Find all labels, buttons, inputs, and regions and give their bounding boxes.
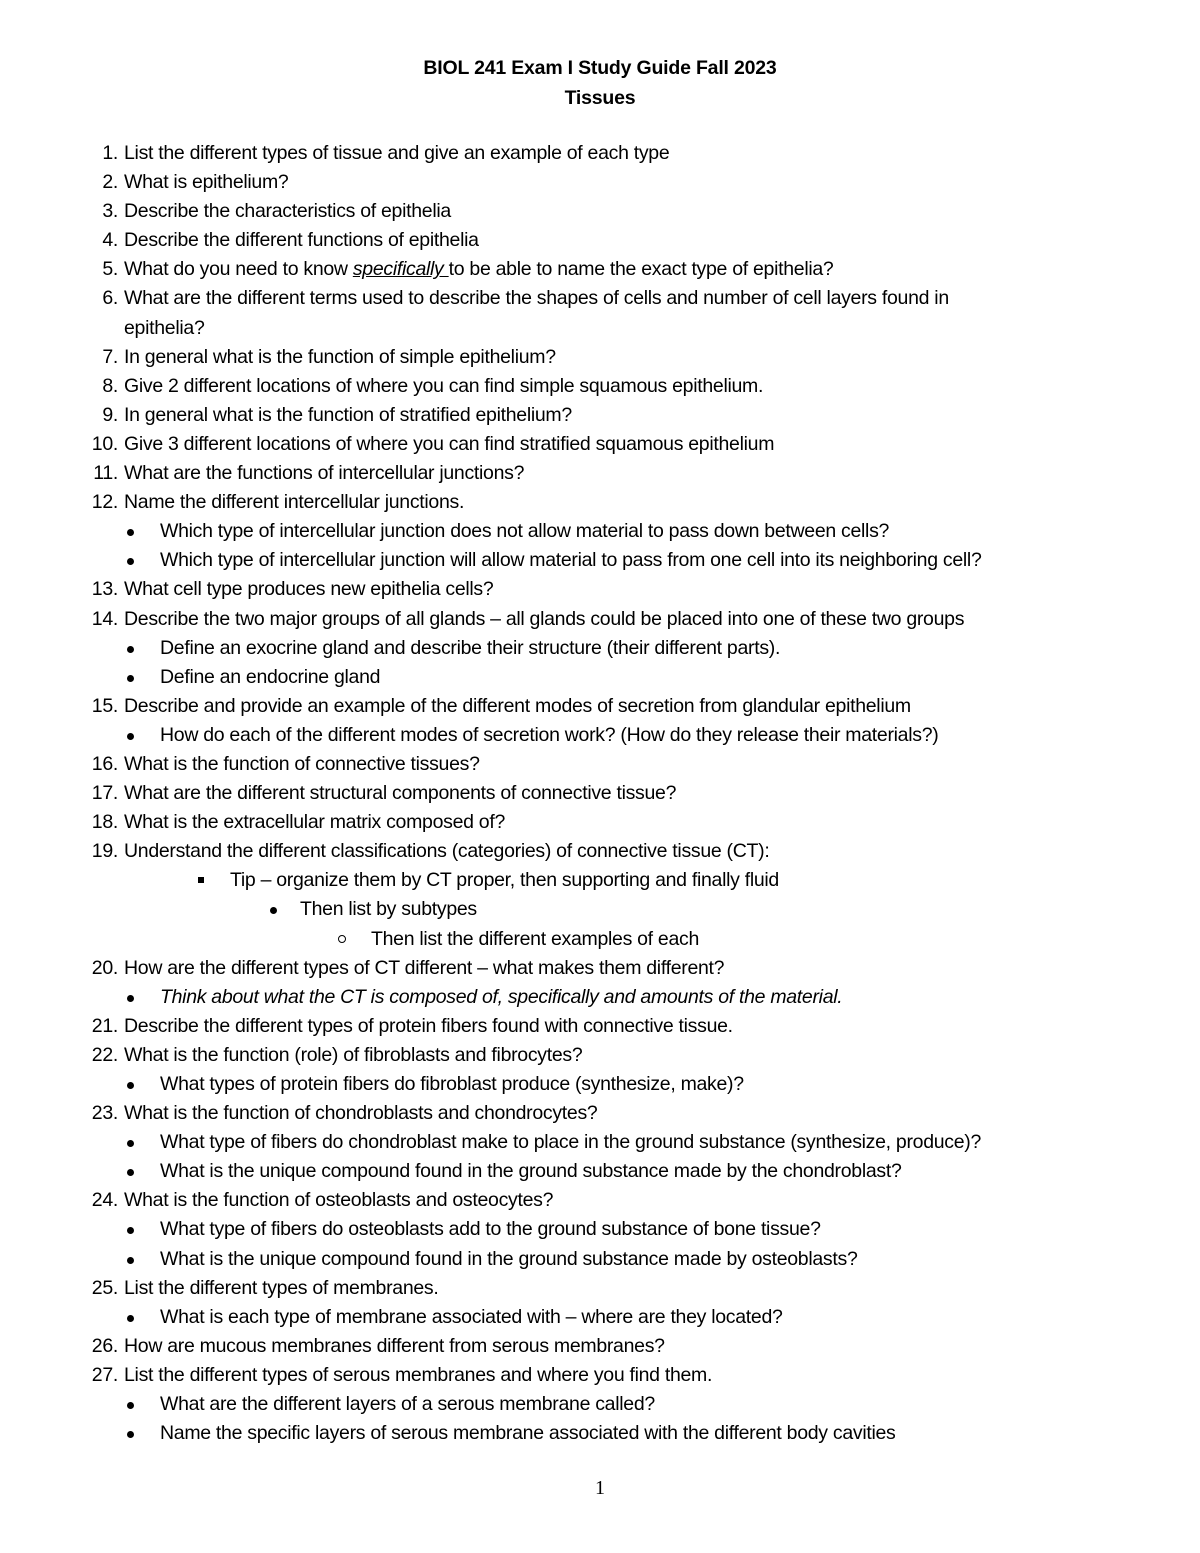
question-text [124,255,833,284]
question-text: What are the different structural components of connective tissue? [124,782,677,805]
question-number: 24. [91,1189,118,1212]
question-number: 6. [102,287,118,310]
question-item [0,605,1200,634]
sub-item [0,663,1200,692]
question-text: Describe and provide an example of the different modes of secretion from glandular epithelium [124,694,911,717]
sub-item-text: Then list the different examples of each [371,927,700,950]
question-item [0,1186,1200,1215]
question-number: 11. [93,462,118,485]
sub-item [0,634,1200,663]
question-item [0,401,1200,430]
question-text: What is the function (role) of fibroblasts and fibrocytes? [124,1043,583,1066]
sub-item-text: Then list by subtypes [300,898,477,921]
question-number: 21. [91,1014,118,1037]
question-text: Name the different intercellular junctions. [124,491,465,514]
sub-item-text: What is the unique compound found in the ground substance made by the chondroblast? [160,1160,902,1183]
question-item [0,1041,1200,1070]
question-text: What is the function of osteoblasts and osteocytes? [124,1189,554,1212]
question-number: 25. [91,1276,118,1299]
bullet-icon [127,646,134,653]
bullet-icon [127,1169,134,1176]
question-number: 17. [91,782,118,805]
question-item [0,168,1200,197]
question-item [0,779,1200,808]
page-number: 1 [595,1477,605,1499]
question-text: How are the different types of CT different – what makes them different? [124,956,725,979]
question-text: Understand the different classifications (categories) of connective tissue (CT): [124,840,770,863]
question-text: What is the extracellular matrix composed of? [124,811,505,834]
sub-item [0,1157,1200,1186]
question-number: 14. [91,607,118,630]
question-text: Describe the different types of protein fibers found with connective tissue. [124,1014,733,1037]
document-subtitle: Tissues [564,87,636,109]
bullet-icon [127,1315,134,1322]
bullet-icon [127,1402,134,1409]
sub-item-text: Define an exocrine gland and describe their structure (their different parts). [160,636,781,659]
question-item [0,197,1200,226]
question-item [0,1012,1200,1041]
sub-item [0,866,1200,895]
question-number: 3. [102,200,118,223]
question-text: Give 2 different locations of where you can find simple squamous epithelium. [124,374,764,397]
question-text: What is the function of connective tissues? [124,752,480,775]
bullet-icon [127,1140,134,1147]
sub-item [0,721,1200,750]
bullet-icon [127,558,134,565]
question-text: Describe the different functions of epithelia [124,229,479,252]
question-list [0,139,1200,1448]
question-item [0,459,1200,488]
question-item [0,1361,1200,1390]
sub-item [0,1245,1200,1274]
question-text: List the different types of tissue and give an example of each type [124,142,670,164]
question-text: What is epithelium? [124,171,289,194]
question-number: 23. [91,1102,118,1125]
question-text-part: to be able to name the exact type of epithelia? [448,258,834,281]
question-number: 20. [91,956,118,979]
document-title: BIOL 241 Exam I Study Guide Fall 2023 [423,57,777,79]
question-text: List the different types of membranes. [124,1276,439,1299]
question-item [0,372,1200,401]
question-number: 9. [102,403,118,426]
question-text: How are mucous membranes different from serous membranes? [124,1334,665,1357]
question-number: 5. [102,258,118,281]
question-number: 27. [91,1363,118,1386]
question-text: epithelia? [124,316,205,339]
sub-item [0,546,1200,575]
square-bullet-icon [198,877,204,883]
bullet-icon [127,733,134,740]
question-number: 15. [91,694,118,717]
sub-item [0,925,1200,954]
sub-item-text: How do each of the different modes of secretion work? (How do they release their materials?) [160,723,939,746]
emphasized-word: specifically [352,258,449,281]
question-text: What are the functions of intercellular junctions? [124,462,525,485]
bullet-icon [270,907,277,914]
bullet-icon [127,1227,134,1234]
bullet-icon [127,529,134,536]
question-item [0,255,1200,284]
sub-item [0,1419,1200,1448]
question-number: 13. [91,578,118,601]
question-item [0,837,1200,866]
question-item [0,808,1200,837]
question-item [0,1274,1200,1303]
sub-item-text: What is the unique compound found in the ground substance made by osteoblasts? [160,1247,858,1270]
sub-item-text: What are the different layers of a serous membrane called? [160,1393,655,1416]
bullet-icon [127,995,134,1002]
sub-item-text: What is each type of membrane associated with – where are they located? [160,1305,783,1328]
circle-bullet-icon [338,935,346,943]
question-item [0,750,1200,779]
question-item [0,954,1200,983]
sub-item [0,1303,1200,1332]
question-item [0,575,1200,604]
question-text: What are the different terms used to describe the shapes of cells and number of cell layers found in [124,287,949,310]
sub-item-text: Name the specific layers of serous membrane associated with the different body cavities [160,1422,896,1445]
question-number: 18. [91,811,118,834]
question-item [0,139,1200,168]
question-item [0,226,1200,255]
question-item [0,343,1200,372]
question-number: 10. [91,432,118,455]
question-number: 8. [102,374,118,397]
question-text: Give 3 different locations of where you can find stratified squamous epithelium [124,432,775,455]
question-number: 16. [91,752,118,775]
question-text: In general what is the function of simple epithelium? [124,345,556,368]
question-number: 26. [91,1334,118,1357]
question-number: 7. [102,345,118,368]
bullet-icon [127,1257,134,1264]
sub-item-text: Which type of intercellular junction will allow material to pass from one cell into its neighboring cell? [160,549,982,572]
sub-item [0,1215,1200,1244]
question-item [0,430,1200,459]
question-item [0,488,1200,517]
bullet-icon [127,1431,134,1438]
question-number: 12. [91,491,118,514]
sub-item-text: Define an endocrine gland [160,665,381,688]
question-item [0,1099,1200,1128]
sub-item [0,1390,1200,1419]
question-item [0,284,1200,313]
question-number: 19. [91,840,118,863]
sub-item [0,1128,1200,1157]
question-text: List the different types of serous membranes and where you find them. [124,1363,713,1386]
sub-item-text: What type of fibers do osteoblasts add to the ground substance of bone tissue? [160,1218,821,1241]
question-number: 1. [102,142,118,164]
question-item [0,1332,1200,1361]
sub-item [0,517,1200,546]
question-number: 22. [91,1043,118,1066]
sub-item [0,1070,1200,1099]
sub-item-text: What type of fibers do chondroblast make to place in the ground substance (synthesize, produce)? [160,1131,982,1154]
sub-item [0,983,1200,1012]
question-text: In general what is the function of stratified epithelium? [124,403,572,426]
question-text: Describe the characteristics of epithelia [124,200,451,223]
sub-item-text: What types of protein fibers do fibroblast produce (synthesize, make)? [160,1073,744,1095]
sub-item [0,895,1200,924]
bullet-icon [127,675,134,682]
sub-item-text: Think about what the CT is composed of, specifically and amounts of the material. [160,985,843,1008]
sub-item-text: Which type of intercellular junction does not allow material to pass down between cells? [160,520,890,543]
question-text: What is the function of chondroblasts and chondrocytes? [124,1102,598,1125]
question-item [0,692,1200,721]
sub-item-text: Tip – organize them by CT proper, then supporting and finally fluid [230,869,779,892]
question-number: 4. [102,229,118,252]
question-text-part: What do you need to know [124,258,353,281]
question-text: Describe the two major groups of all glands – all glands could be placed into one of these two groups [124,607,965,630]
question-continuation [0,314,1200,343]
question-text: What cell type produces new epithelia cells? [124,578,494,601]
question-number: 2. [102,171,118,194]
bullet-icon [127,1082,134,1089]
